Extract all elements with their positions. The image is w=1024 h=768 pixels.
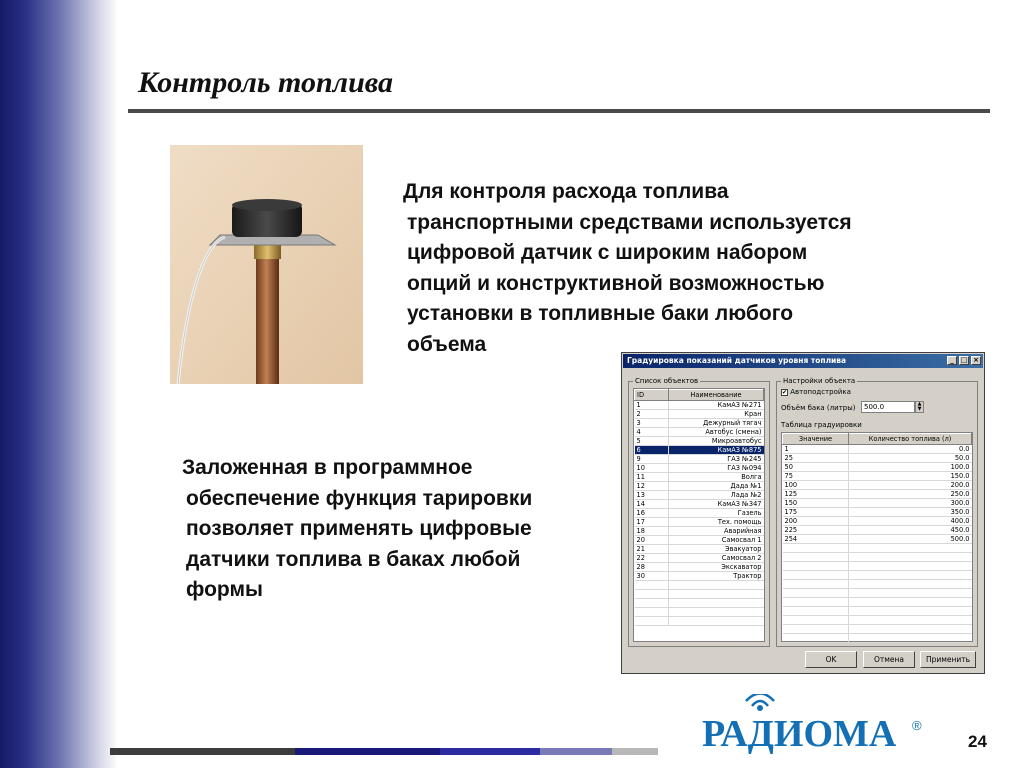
footer-bar-segment — [440, 748, 540, 755]
objects-group — [628, 377, 770, 647]
object-row[interactable] — [635, 509, 764, 518]
object-id-cell: 1 — [635, 401, 669, 410]
column-header-fuel-amount[interactable]: Количество топлива (л) — [849, 434, 972, 445]
calibration-fuel-cell: 500.0 — [849, 535, 972, 544]
object-row[interactable] — [635, 491, 764, 500]
calibration-table-label: Таблица градуировки — [781, 421, 862, 429]
empty-row — [783, 589, 972, 598]
object-name-cell: КамАЗ №875 — [669, 446, 764, 455]
object-id-cell: 30 — [635, 572, 669, 581]
object-id-cell: 5 — [635, 437, 669, 446]
dialog-title: Градуировка показаний датчиков уровня топлива — [627, 356, 847, 365]
calibration-fuel-cell: 0.0 — [849, 445, 972, 454]
autotune-row[interactable] — [781, 388, 851, 396]
objects-grid[interactable] — [633, 388, 765, 642]
calibration-fuel-cell: 350.0 — [849, 508, 972, 517]
text-line: позволяет применять цифровые — [186, 517, 532, 540]
calibration-fuel-cell: 300.0 — [849, 499, 972, 508]
calibration-row[interactable] — [783, 463, 972, 472]
calibration-fuel-cell: 50.0 — [849, 454, 972, 463]
object-name-cell: ГАЗ №094 — [669, 464, 764, 473]
object-row[interactable] — [635, 554, 764, 563]
object-id-cell: 9 — [635, 455, 669, 464]
object-id-cell: 18 — [635, 527, 669, 536]
logo-text: РАДИОМА — [702, 713, 897, 755]
calibration-row[interactable] — [783, 508, 972, 517]
calibration-value-cell: 100 — [783, 481, 849, 490]
empty-row — [635, 590, 764, 599]
text-line: Заложенная в программное — [182, 456, 473, 479]
logo-registered-mark: ® — [912, 718, 922, 733]
calibration-row[interactable] — [783, 481, 972, 490]
tank-volume-input[interactable]: 500.0 — [861, 401, 915, 413]
object-row[interactable] — [635, 446, 764, 455]
calibration-grid[interactable] — [781, 432, 973, 642]
object-name-cell: Тех. помощь — [669, 518, 764, 527]
text-line: цифровой датчик с широким набором — [407, 241, 808, 264]
object-name-cell: Самосвал 2 — [669, 554, 764, 563]
calibration-fuel-cell: 100.0 — [849, 463, 972, 472]
text-line: опций и конструктивной возможностью — [407, 271, 825, 295]
settings-group — [776, 377, 978, 647]
object-name-cell: Микроавтобус — [669, 437, 764, 446]
empty-row — [783, 553, 972, 562]
page-number: 24 — [968, 732, 987, 751]
object-row[interactable] — [635, 482, 764, 491]
slide-title: Контроль топлива — [138, 66, 393, 99]
object-name-cell: Кран — [669, 410, 764, 419]
footer-bar-segment — [110, 748, 295, 755]
calibration-row[interactable] — [783, 517, 972, 526]
object-name-cell: Дежурный тягач — [669, 419, 764, 428]
empty-row — [783, 544, 972, 553]
column-header-id[interactable]: ID — [635, 390, 669, 401]
object-name-cell: Автобус (смена) — [669, 428, 764, 437]
tank-volume-spinner[interactable]: ▲ ▼ — [915, 401, 924, 413]
calibration-fuel-cell: 250.0 — [849, 490, 972, 499]
object-row[interactable] — [635, 410, 764, 419]
empty-row — [783, 571, 972, 580]
object-name-cell: ГАЗ №245 — [669, 455, 764, 464]
calibration-value-cell: 75 — [783, 472, 849, 481]
dialog-titlebar — [623, 354, 983, 368]
ok-button[interactable]: OK — [805, 651, 857, 668]
calibration-description — [182, 453, 622, 606]
footer-bar-segment — [612, 748, 658, 755]
object-id-cell: 28 — [635, 563, 669, 572]
text-line: формы — [186, 578, 263, 601]
radioma-logo — [700, 694, 930, 756]
empty-row — [783, 598, 972, 607]
calibration-row[interactable] — [783, 454, 972, 463]
calibration-row[interactable] — [783, 499, 972, 508]
object-row[interactable] — [635, 419, 764, 428]
calibration-fuel-cell: 150.0 — [849, 472, 972, 481]
object-name-cell: Экскаватор — [669, 563, 764, 572]
object-name-cell: Дада №1 — [669, 482, 764, 491]
object-name-cell: Эвакуатор — [669, 545, 764, 554]
object-row[interactable] — [635, 518, 764, 527]
empty-row — [635, 608, 764, 617]
empty-row — [783, 625, 972, 634]
apply-button[interactable]: Применить — [920, 651, 976, 668]
calibration-value-cell: 175 — [783, 508, 849, 517]
object-row[interactable] — [635, 455, 764, 464]
calibration-value-cell: 225 — [783, 526, 849, 535]
object-id-cell: 3 — [635, 419, 669, 428]
object-row[interactable] — [635, 437, 764, 446]
autotune-checkbox[interactable]: ✔ — [782, 388, 788, 396]
object-id-cell: 6 — [635, 446, 669, 455]
object-id-cell: 17 — [635, 518, 669, 527]
column-header-value[interactable]: Значение — [783, 434, 849, 445]
calibration-value-cell: 150 — [783, 499, 849, 508]
text-line: транспортными средствами используется — [407, 210, 852, 234]
object-id-cell: 11 — [635, 473, 669, 482]
object-id-cell: 20 — [635, 536, 669, 545]
object-row[interactable] — [635, 401, 764, 410]
empty-row — [635, 617, 764, 626]
objects-table — [634, 389, 764, 626]
object-row[interactable] — [635, 473, 764, 482]
footer-bar-segment — [540, 748, 612, 755]
calibration-value-cell: 200 — [783, 517, 849, 526]
footer-bar-segment — [295, 748, 440, 755]
object-row[interactable] — [635, 500, 764, 509]
object-id-cell: 22 — [635, 554, 669, 563]
calibration-fuel-cell: 450.0 — [849, 526, 972, 535]
object-id-cell: 16 — [635, 509, 669, 518]
tank-volume-label: Объём бака (литры) — [781, 404, 856, 412]
object-row[interactable] — [635, 572, 764, 581]
empty-row — [783, 580, 972, 589]
text-line: Для контроля расхода топлива — [403, 180, 729, 203]
object-row[interactable] — [635, 545, 764, 554]
calibration-row[interactable] — [783, 490, 972, 499]
object-id-cell: 14 — [635, 500, 669, 509]
calibration-fuel-cell: 400.0 — [849, 517, 972, 526]
empty-row — [635, 599, 764, 608]
object-row[interactable] — [635, 563, 764, 572]
calibration-value-cell: 25 — [783, 454, 849, 463]
empty-row — [783, 607, 972, 616]
calibration-row[interactable] — [783, 535, 972, 544]
objects-group-label: Список объектов — [635, 377, 699, 385]
object-row[interactable] — [635, 536, 764, 545]
calibration-table — [782, 433, 972, 643]
text-line: датчики топлива в баках любой — [186, 547, 521, 571]
fuel-sensor-photo — [170, 145, 363, 384]
logo-dot — [757, 705, 763, 711]
object-row[interactable] — [635, 464, 764, 473]
object-name-cell: Лада №2 — [669, 491, 764, 500]
left-gradient-band — [0, 0, 118, 768]
column-header-name[interactable]: Наименование — [669, 390, 764, 401]
object-id-cell: 13 — [635, 491, 669, 500]
object-id-cell: 21 — [635, 545, 669, 554]
calibration-value-cell: 254 — [783, 535, 849, 544]
maximize-button[interactable]: □ — [960, 356, 968, 364]
object-id-cell: 4 — [635, 428, 669, 437]
calibration-value-cell: 1 — [783, 445, 849, 454]
text-line: установки в топливные баки любого — [407, 302, 794, 325]
object-id-cell: 10 — [635, 464, 669, 473]
text-line: обеспечение функция тарировки — [186, 486, 533, 510]
object-id-cell: 2 — [635, 410, 669, 419]
object-name-cell: Газель — [669, 509, 764, 518]
calibration-value-cell: 50 — [783, 463, 849, 472]
title-rule — [128, 109, 990, 113]
empty-row — [635, 581, 764, 590]
calibration-row[interactable] — [783, 526, 972, 535]
sensor-description — [403, 177, 963, 360]
object-name-cell: КамАЗ №271 — [669, 401, 764, 410]
calibration-dialog — [621, 352, 985, 674]
object-name-cell: Волга — [669, 473, 764, 482]
object-name-cell: Трактор — [669, 572, 764, 581]
autotune-label: Автоподстройка — [790, 388, 851, 396]
text-line: объема — [407, 332, 487, 356]
empty-row — [783, 616, 972, 625]
object-name-cell: КамАЗ №347 — [669, 500, 764, 509]
minimize-button[interactable]: _ — [947, 356, 957, 365]
object-id-cell: 12 — [635, 482, 669, 491]
close-button[interactable]: × — [971, 356, 981, 365]
calibration-fuel-cell: 200.0 — [849, 481, 972, 490]
calibration-row[interactable] — [783, 445, 972, 454]
cancel-button[interactable]: Отмена — [863, 651, 915, 668]
calibration-value-cell: 125 — [783, 490, 849, 499]
calibration-row[interactable] — [783, 472, 972, 481]
empty-row — [783, 634, 972, 643]
empty-row — [783, 562, 972, 571]
object-row[interactable] — [635, 428, 764, 437]
settings-group-label: Настройки объекта — [783, 377, 856, 385]
object-name-cell: Аварийная — [669, 527, 764, 536]
object-name-cell: Самосвал 1 — [669, 536, 764, 545]
object-row[interactable] — [635, 527, 764, 536]
